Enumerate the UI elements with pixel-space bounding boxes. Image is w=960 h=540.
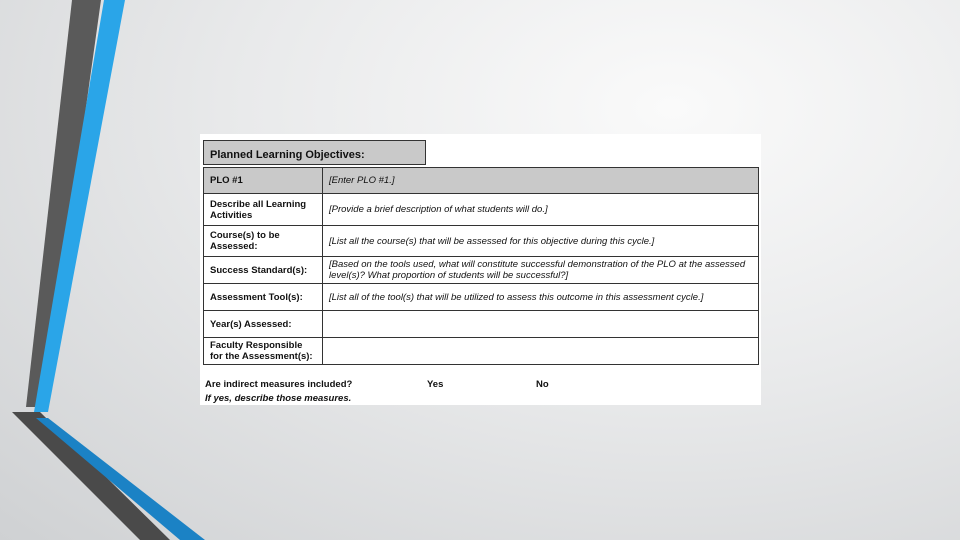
row-label: Assessment Tool(s): <box>204 284 323 311</box>
row-value: [Enter PLO #1.] <box>323 168 759 194</box>
form-title: Planned Learning Objectives: <box>203 140 426 165</box>
row-value <box>323 311 759 338</box>
table-row <box>204 257 759 284</box>
row-value: [List all the course(s) that will be assessed for this objective during this cycle.] <box>323 226 759 257</box>
row-value: [List all of the tool(s) that will be utilized to assess this outcome in this assessment cycle.] <box>323 284 759 311</box>
table-row <box>204 284 759 311</box>
table-row <box>204 338 759 365</box>
row-value: [Based on the tools used, what will constitute successful demonstration of the PLO at the assessed level(s)? What proportion of students will be successful?] <box>323 257 759 284</box>
row-label: Year(s) Assessed: <box>204 311 323 338</box>
indirect-measures-question: Are indirect measures included? <box>205 379 353 390</box>
dark-stripe-lower <box>12 412 170 540</box>
no-option: No <box>536 379 549 390</box>
row-label: Faculty Responsible for the Assessment(s): <box>204 338 323 365</box>
plo-form-table <box>203 167 759 365</box>
table-row <box>204 311 759 338</box>
document-image <box>200 134 761 405</box>
table-row <box>204 226 759 257</box>
row-label: Success Standard(s): <box>204 257 323 284</box>
row-value: [Provide a brief description of what students will do.] <box>323 194 759 226</box>
yes-option: Yes <box>427 379 444 390</box>
table-row <box>204 194 759 226</box>
dark-stripe-upper <box>26 0 101 407</box>
row-label: Course(s) to be Assessed: <box>204 226 323 257</box>
blue-stripe-lower <box>36 418 205 540</box>
describe-prompt: If yes, describe those measures. <box>205 393 352 404</box>
table-row <box>204 168 759 194</box>
row-label: Describe all Learning Activities <box>204 194 323 226</box>
row-value <box>323 338 759 365</box>
row-label: PLO #1 <box>204 168 323 194</box>
